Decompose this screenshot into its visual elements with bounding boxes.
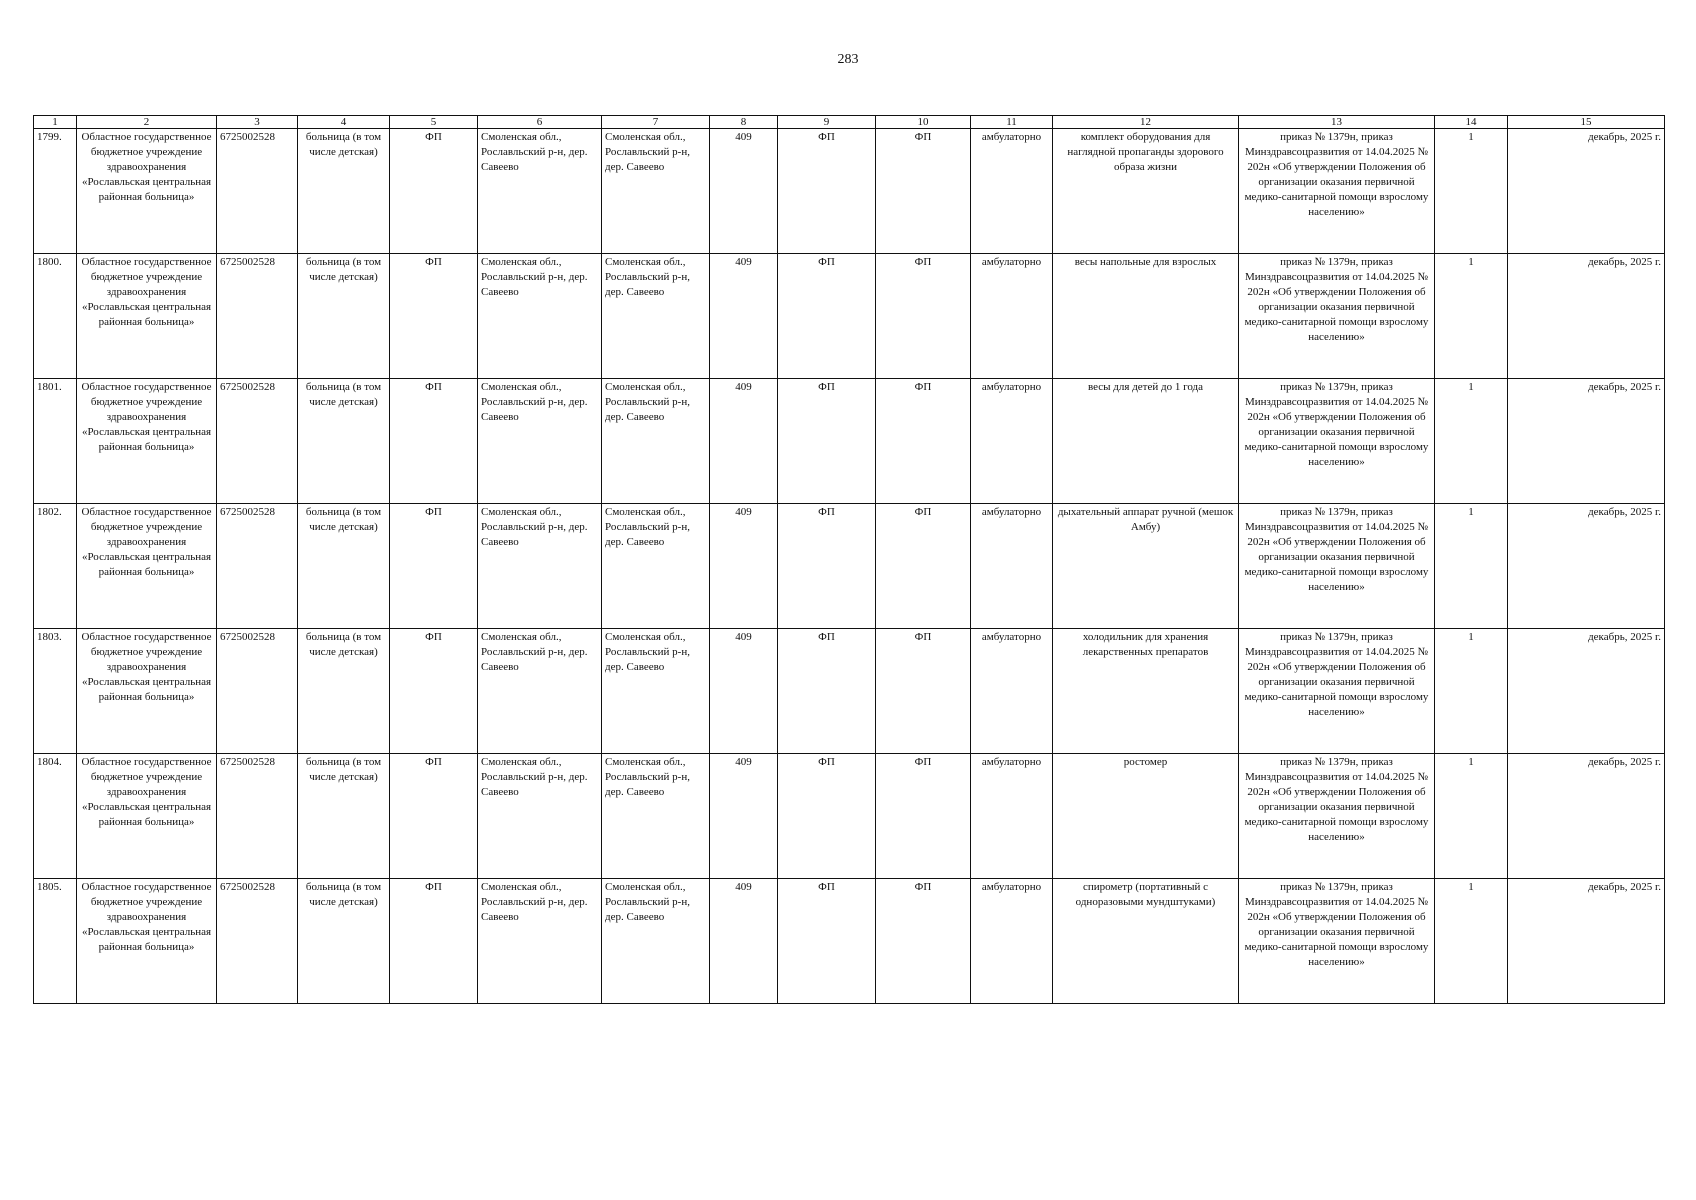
address-cell: Смоленская обл., Рославльский р-н, дер. Савеево (478, 254, 602, 379)
unit-cell: ФП (390, 754, 478, 879)
date-cell: декабрь, 2025 г. (1508, 504, 1665, 629)
inn-cell: 6725002528 (217, 879, 298, 1004)
quantity-cell: 1 (1435, 754, 1508, 879)
equipment-name: холодильник для хранения лекарственных препаратов (1053, 629, 1239, 754)
table-row (34, 504, 1665, 629)
table-row (34, 129, 1665, 254)
column-header: 1 (34, 116, 77, 129)
table-body (34, 129, 1665, 1004)
quantity-cell: 1 (1435, 129, 1508, 254)
column-header: 15 (1508, 116, 1665, 129)
date-cell: декабрь, 2025 г. (1508, 879, 1665, 1004)
address-cell: Смоленская обл., Рославльский р-н, дер. Савеево (602, 254, 710, 379)
unit-cell: ФП (778, 254, 876, 379)
quantity-cell: 1 (1435, 879, 1508, 1004)
unit-cell: ФП (390, 629, 478, 754)
legal-basis: приказ № 1379н, приказ Минздравсоцразвития от 14.04.2025 № 202н «Об утверждении Положения об организации оказания первичной медико-санитарной помощи взрослому населению» (1239, 129, 1435, 254)
unit-cell: ФП (778, 379, 876, 504)
date-cell: декабрь, 2025 г. (1508, 629, 1665, 754)
legal-basis: приказ № 1379н, приказ Минздравсоцразвития от 14.04.2025 № 202н «Об утверждении Положения об организации оказания первичной медико-санитарной помощи взрослому населению» (1239, 879, 1435, 1004)
organization-name: Областное государственное бюджетное учреждение здравоохранения «Рославльская центральная районная больница» (77, 629, 217, 754)
unit-cell: ФП (876, 879, 971, 1004)
unit-cell: ФП (778, 754, 876, 879)
unit-cell: ФП (876, 754, 971, 879)
row-number: 1804. (34, 754, 77, 879)
table-row (34, 629, 1665, 754)
row-number: 1799. (34, 129, 77, 254)
address-cell: Смоленская обл., Рославльский р-н, дер. Савеево (602, 879, 710, 1004)
care-mode: амбулаторно (971, 879, 1053, 1004)
equipment-registry-table (33, 115, 1665, 1004)
unit-cell: ФП (778, 129, 876, 254)
facility-type: больница (в том числе детская) (298, 754, 390, 879)
address-cell: Смоленская обл., Рославльский р-н, дер. Савеево (602, 504, 710, 629)
care-mode: амбулаторно (971, 629, 1053, 754)
address-cell: Смоленская обл., Рославльский р-н, дер. Савеево (602, 754, 710, 879)
inn-cell: 6725002528 (217, 504, 298, 629)
care-mode: амбулаторно (971, 379, 1053, 504)
address-cell: Смоленская обл., Рославльский р-н, дер. Савеево (602, 379, 710, 504)
legal-basis: приказ № 1379н, приказ Минздравсоцразвития от 14.04.2025 № 202н «Об утверждении Положения об организации оказания первичной медико-санитарной помощи взрослому населению» (1239, 754, 1435, 879)
count-cell: 409 (710, 629, 778, 754)
care-mode: амбулаторно (971, 254, 1053, 379)
row-number: 1800. (34, 254, 77, 379)
organization-name: Областное государственное бюджетное учреждение здравоохранения «Рославльская центральная районная больница» (77, 129, 217, 254)
count-cell: 409 (710, 129, 778, 254)
unit-cell: ФП (876, 129, 971, 254)
unit-cell: ФП (390, 379, 478, 504)
column-header: 5 (390, 116, 478, 129)
row-number: 1802. (34, 504, 77, 629)
unit-cell: ФП (876, 379, 971, 504)
quantity-cell: 1 (1435, 629, 1508, 754)
column-number-row (34, 116, 1665, 129)
facility-type: больница (в том числе детская) (298, 379, 390, 504)
facility-type: больница (в том числе детская) (298, 129, 390, 254)
equipment-name: дыхательный аппарат ручной (мешок Амбу) (1053, 504, 1239, 629)
address-cell: Смоленская обл., Рославльский р-н, дер. Савеево (478, 379, 602, 504)
legal-basis: приказ № 1379н, приказ Минздравсоцразвития от 14.04.2025 № 202н «Об утверждении Положения об организации оказания первичной медико-санитарной помощи взрослому населению» (1239, 254, 1435, 379)
row-number: 1805. (34, 879, 77, 1004)
table-row (34, 379, 1665, 504)
column-header: 3 (217, 116, 298, 129)
date-cell: декабрь, 2025 г. (1508, 754, 1665, 879)
unit-cell: ФП (390, 254, 478, 379)
facility-type: больница (в том числе детская) (298, 629, 390, 754)
unit-cell: ФП (778, 879, 876, 1004)
date-cell: декабрь, 2025 г. (1508, 129, 1665, 254)
inn-cell: 6725002528 (217, 254, 298, 379)
column-header: 2 (77, 116, 217, 129)
inn-cell: 6725002528 (217, 629, 298, 754)
count-cell: 409 (710, 879, 778, 1004)
address-cell: Смоленская обл., Рославльский р-н, дер. Савеево (478, 754, 602, 879)
address-cell: Смоленская обл., Рославльский р-н, дер. Савеево (602, 629, 710, 754)
quantity-cell: 1 (1435, 504, 1508, 629)
organization-name: Областное государственное бюджетное учреждение здравоохранения «Рославльская центральная районная больница» (77, 379, 217, 504)
legal-basis: приказ № 1379н, приказ Минздравсоцразвития от 14.04.2025 № 202н «Об утверждении Положения об организации оказания первичной медико-санитарной помощи взрослому населению» (1239, 629, 1435, 754)
organization-name: Областное государственное бюджетное учреждение здравоохранения «Рославльская центральная районная больница» (77, 504, 217, 629)
unit-cell: ФП (876, 254, 971, 379)
inn-cell: 6725002528 (217, 754, 298, 879)
count-cell: 409 (710, 379, 778, 504)
unit-cell: ФП (390, 129, 478, 254)
inn-cell: 6725002528 (217, 379, 298, 504)
organization-name: Областное государственное бюджетное учреждение здравоохранения «Рославльская центральная районная больница» (77, 879, 217, 1004)
column-header: 7 (602, 116, 710, 129)
count-cell: 409 (710, 754, 778, 879)
unit-cell: ФП (876, 504, 971, 629)
facility-type: больница (в том числе детская) (298, 254, 390, 379)
equipment-name: весы для детей до 1 года (1053, 379, 1239, 504)
table-row (34, 254, 1665, 379)
count-cell: 409 (710, 254, 778, 379)
page-number: 283 (837, 52, 859, 67)
address-cell: Смоленская обл., Рославльский р-н, дер. Савеево (478, 879, 602, 1004)
column-header: 4 (298, 116, 390, 129)
unit-cell: ФП (876, 629, 971, 754)
unit-cell: ФП (390, 504, 478, 629)
table-row (34, 754, 1665, 879)
date-cell: декабрь, 2025 г. (1508, 254, 1665, 379)
column-header: 14 (1435, 116, 1508, 129)
inn-cell: 6725002528 (217, 129, 298, 254)
address-cell: Смоленская обл., Рославльский р-н, дер. Савеево (478, 629, 602, 754)
organization-name: Областное государственное бюджетное учреждение здравоохранения «Рославльская центральная районная больница» (77, 254, 217, 379)
column-header: 9 (778, 116, 876, 129)
address-cell: Смоленская обл., Рославльский р-н, дер. Савеево (602, 129, 710, 254)
care-mode: амбулаторно (971, 754, 1053, 879)
legal-basis: приказ № 1379н, приказ Минздравсоцразвития от 14.04.2025 № 202н «Об утверждении Положения об организации оказания первичной медико-санитарной помощи взрослому населению» (1239, 504, 1435, 629)
equipment-name: ростомер (1053, 754, 1239, 879)
organization-name: Областное государственное бюджетное учреждение здравоохранения «Рославльская центральная районная больница» (77, 754, 217, 879)
unit-cell: ФП (778, 504, 876, 629)
date-cell: декабрь, 2025 г. (1508, 379, 1665, 504)
quantity-cell: 1 (1435, 379, 1508, 504)
equipment-name: спирометр (портативный с одноразовыми мундштуками) (1053, 879, 1239, 1004)
facility-type: больница (в том числе детская) (298, 504, 390, 629)
column-header: 10 (876, 116, 971, 129)
care-mode: амбулаторно (971, 504, 1053, 629)
count-cell: 409 (710, 504, 778, 629)
care-mode: амбулаторно (971, 129, 1053, 254)
row-number: 1803. (34, 629, 77, 754)
facility-type: больница (в том числе детская) (298, 879, 390, 1004)
column-header: 8 (710, 116, 778, 129)
row-number: 1801. (34, 379, 77, 504)
quantity-cell: 1 (1435, 254, 1508, 379)
unit-cell: ФП (778, 629, 876, 754)
column-header: 12 (1053, 116, 1239, 129)
column-header: 6 (478, 116, 602, 129)
address-cell: Смоленская обл., Рославльский р-н, дер. Савеево (478, 129, 602, 254)
legal-basis: приказ № 1379н, приказ Минздравсоцразвития от 14.04.2025 № 202н «Об утверждении Положения об организации оказания первичной медико-санитарной помощи взрослому населению» (1239, 379, 1435, 504)
table-header (34, 116, 1665, 129)
table-row (34, 879, 1665, 1004)
address-cell: Смоленская обл., Рославльский р-н, дер. Савеево (478, 504, 602, 629)
column-header: 13 (1239, 116, 1435, 129)
unit-cell: ФП (390, 879, 478, 1004)
column-header: 11 (971, 116, 1053, 129)
equipment-name: комплект оборудования для наглядной пропаганды здорового образа жизни (1053, 129, 1239, 254)
equipment-name: весы напольные для взрослых (1053, 254, 1239, 379)
